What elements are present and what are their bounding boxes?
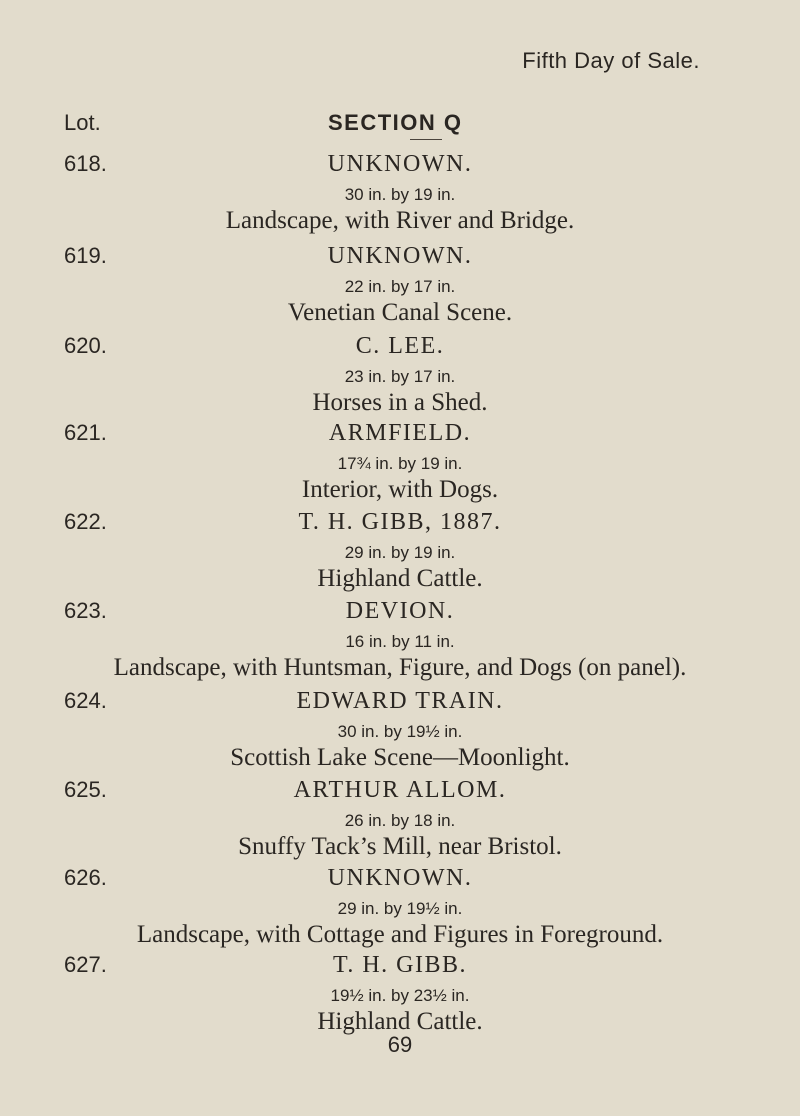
artist-name: ARMFIELD. <box>328 420 472 446</box>
dimensions: 23 in. by 17 in. <box>344 367 456 386</box>
painting-subject: Landscape, with Cottage and Figures in Foreground. <box>136 921 664 948</box>
painting-subject: Snuffy Tack’s Mill, near Bristol. <box>238 833 562 860</box>
lot-number: 620. <box>64 333 107 358</box>
painting-subject: Venetian Canal Scene. <box>287 299 513 326</box>
artist-name: EDWARD TRAIN. <box>296 688 504 714</box>
dimensions: 16 in. by 11 in. <box>345 632 455 651</box>
lot-number: 626. <box>64 865 107 890</box>
artist-name: UNKNOWN. <box>327 243 473 269</box>
title-underline <box>410 139 442 140</box>
artist-name: UNKNOWN. <box>327 151 473 177</box>
lot-number: 621. <box>64 420 107 445</box>
artist-name: ARTHUR ALLOM. <box>293 777 507 803</box>
section-title: SECTION Q <box>328 110 463 135</box>
painting-subject: Scottish Lake Scene—Moonlight. <box>230 744 570 771</box>
lot-number: 623. <box>64 598 107 623</box>
artist-name: DEVION. <box>345 598 455 624</box>
painting-subject: Highland Cattle. <box>317 565 483 592</box>
dimensions: 29 in. by 19 in. <box>344 543 456 562</box>
painting-subject: Interior, with Dogs. <box>301 476 499 503</box>
painting-subject: Horses in a Shed. <box>312 389 488 416</box>
dimensions: 30 in. by 19 in. <box>344 185 456 204</box>
page-number: 69 <box>387 1032 413 1057</box>
artist-name: T. H. GIBB. <box>332 952 468 978</box>
dimensions: 30 in. by 19½ in. <box>337 722 463 741</box>
lot-number: 619. <box>64 243 107 268</box>
lot-number: 618. <box>64 151 107 176</box>
artist-name: UNKNOWN. <box>327 865 473 891</box>
lot-number: 622. <box>64 509 107 534</box>
running-header: Fifth Day of Sale. <box>522 48 700 73</box>
dimensions: 19½ in. by 23½ in. <box>330 986 470 1005</box>
artist-name: T. H. GIBB, 1887. <box>298 509 502 535</box>
lot-number: 627. <box>64 952 107 977</box>
lot-number: 625. <box>64 777 107 802</box>
dimensions: 29 in. by 19½ in. <box>337 899 463 918</box>
dimensions: 26 in. by 18 in. <box>344 811 456 830</box>
lot-number: 624. <box>64 688 107 713</box>
painting-subject: Landscape, with River and Bridge. <box>225 207 575 234</box>
dimensions: 17¾ in. by 19 in. <box>337 454 463 473</box>
painting-subject: Landscape, with Huntsman, Figure, and Dogs (on panel). <box>113 654 687 681</box>
painting-subject: Highland Cattle. <box>317 1008 483 1035</box>
dimensions: 22 in. by 17 in. <box>344 277 456 296</box>
lot-column-heading: Lot. <box>64 110 101 135</box>
artist-name: C. LEE. <box>355 333 445 359</box>
